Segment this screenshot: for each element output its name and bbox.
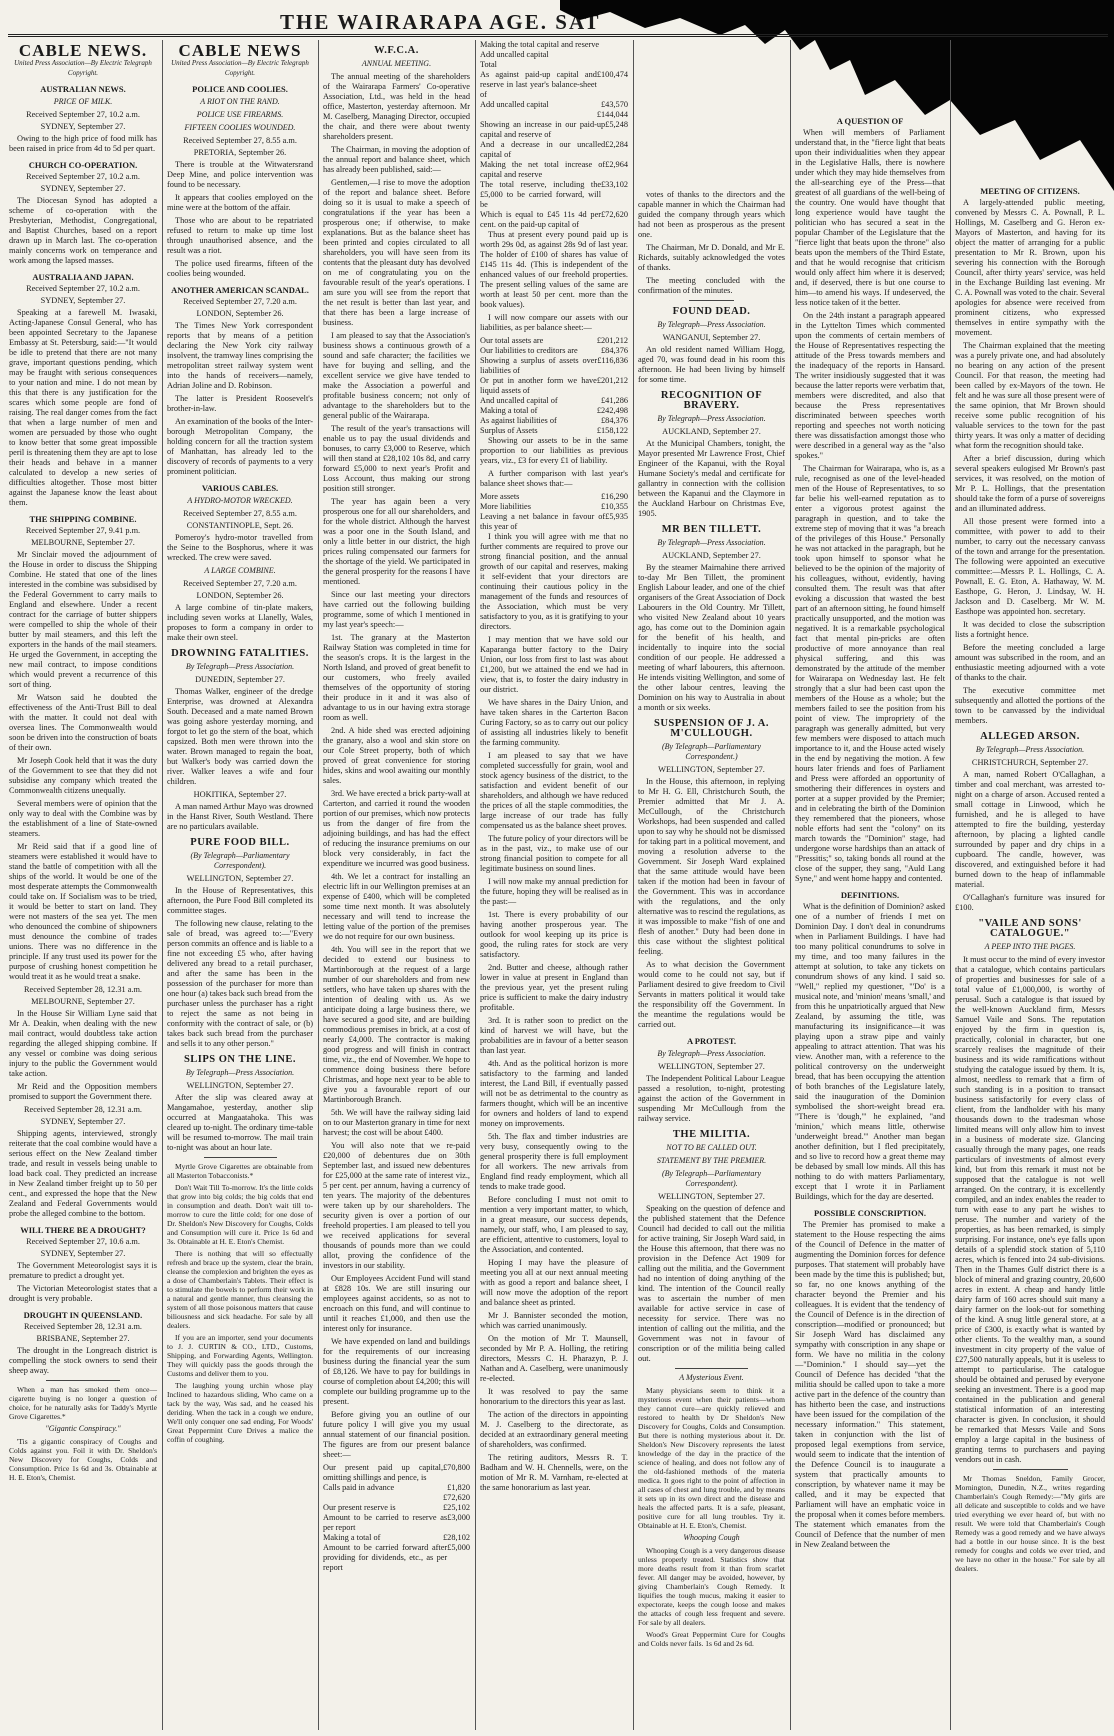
section-header: CABLE NEWS — [178, 41, 302, 60]
dateline: DUNEDIN, September 27. — [195, 675, 285, 684]
article-paragraph: The Chairman for Wairarapa, who is, as a rule, recognised as one of the level-headed men of the House of Representatives, to so far belie his well-earned reputation as to enter a vigorous protest against the paragraph in question, and to take the extreme step of moving that it was "a breach of the privileges of this House." Personally he was not attacked in the paragraph, but he took upon himself to sponsor what he believed to be the opinion of the majority of his colleagues, without, evidently, having consulted them. The result was that after evoking a discussion that wasted the best part of an afternoon sitting, he found himself practically unsupported, and the motion was negatived. It is a remarkable psychological fact that mental pin-pricks are often productive of more annoyance than real physical suffering, and this was demonstrated by the attitude of the member for Wairarapa on Wednesday last. He felt strongly that a slur had been cast upon the members of the House as a whole; but the members failed to see the position from his point of view. The impropriety of the paragraph was generally admitted, but very few members were disposed to attach much importance to it, and the House acted wisely in the end by negativing the motion. A few hours later friends and foes of Parliament and Press were afforded an opportunity of smothering their differences in oysters and porter at a supper provided by the Premier; and in celebrating the birth of the Dominion they remembered that the pioneers, whose noble efforts had sent the "colony" on its march towards the "Dominion" stage, had undergone worse hardships than an attack of "Pressitis;" so, taking bonds all round at the close of the supper, they sang, "Auld Lang Syne," and went home happy and contented. — [795, 464, 945, 883]
dateline: MELBOURNE, September 27. — [31, 538, 135, 547]
article-heading: ALLEGED ARSON. — [980, 731, 1080, 742]
article-paragraph: Our Employees Accident Fund will stand at £828 10s. We are still insuring our employees against accidents, so as not to encroach on this fund, and will continue to until it reaches £1,000, and then use the interest only for insurance. — [323, 1274, 470, 1333]
byline: (By Telegraph—Parliamentary Correspondent). — [661, 1169, 762, 1188]
figure-row: Amount to be carried to reserve as per report £3,000 — [323, 1513, 470, 1532]
article-heading: THE MILITIA. — [672, 1129, 751, 1140]
dateline: AUCKLAND, September 27. — [662, 551, 761, 560]
advertisement: The laughing young urchin whose play Inclined to hazardous sliding, Who came on a tack by the way, Was sad, and he ceased his deriding. When the tack in a cough we endure, We'll only conquer one sad ending, For Woods' Great Peppermint Cure Drives a malice the coffin of coughing. — [167, 1381, 313, 1444]
article-heading: WILL THERE BE A DROUGHT? — [20, 1225, 146, 1235]
article-paragraph: On the 24th instant a paragraph appeared in the Lyttelton Times which commented upon the comments of certain members of the House of Representatives respecting the attitude of the Press towards members and the inadequacy of the reports in Hansard. The writer insidiously suggested that it was because the latter reports were verbatim that, members were discredited, and also that because the Press representatives discriminated between speeches worth reporting and speeches not worth noticing there was dissatisfaction amongst those who were described in a general way as the "also spokes." — [795, 311, 945, 460]
article-paragraph: At the Municipal Chambers, tonight, the Mayor presented Mr Lawrence Frost, Chief Engineer of the Kapanui, with the Royal Humane Society's medal and certificate for gallantry in connection with the collision between the Kapanui and the Claymore in the Auckland Harbour on Christmas Eve, 1905. — [638, 439, 785, 518]
column-1 — [6, 40, 160, 1730]
article-paragraph: I will now compare our assets with our liabilities, as per balance sheet:— — [480, 313, 628, 332]
advertisement: Myrtle Grove Cigarettes are obtainable from all Masterton Tobacconists.* — [167, 1162, 313, 1180]
article-heading: A QUESTION OF — [836, 116, 904, 126]
article-paragraph: There is trouble at the Witwatersrand Deep Mine, and police intervention was found to be necessary. — [167, 160, 313, 189]
masthead-rule — [8, 34, 1108, 37]
article-paragraph: Mr J. Bannister seconded the motion, which was carried unanimously. — [480, 1311, 628, 1330]
article-heading: RECOGNITION OF BRAVERY. — [660, 390, 763, 411]
figure-row: Leaving a net balance in favour of this year of £5,935 — [480, 512, 628, 531]
article-paragraph: The drought in the Longreach district is compelling the stock owners to send their sheep away. — [9, 1346, 157, 1375]
article-paragraph: A man named Arthur Mayo was drowned in the Hanst River, South Westland. There are no particulars available. — [167, 802, 313, 831]
figure-row: Our present reserve is £25,102 — [323, 1503, 470, 1512]
article-paragraph: Since our last meeting your directors have carried out the following building programme, some of which I mentioned in my last year's speech:— — [323, 590, 470, 629]
received-line: Received September 27, 7.20 a.m. — [183, 579, 297, 588]
article-paragraph: I think you will agree with me that no further comments are required to prove our strong financial position, and the annual growth of our capital and reserves, making it self-evident that your directors are continuing their cautious policy in the management of the funds and resources of the Association, which must be very satisfactory to you, as it is gratifying to your directors. — [480, 532, 628, 631]
figure-row: Calls paid in advance £1,820 — [323, 1483, 470, 1492]
article-paragraph: O'Callaghan's furniture was insured for £100. — [955, 893, 1105, 912]
article-subheading: PRICE OF MILK. — [53, 97, 113, 106]
received-line: Received September 27, 10.2 a.m. — [26, 284, 140, 293]
dateline: MELBOURNE, September 27. — [31, 997, 135, 1006]
article-paragraph: The Diocesan Synod has adopted a scheme of co-operation with the Presbyterian, Methodist, Congregational, and Baptist Churches, based on a report drawn up in March last. The co-operation mainly concerns work on temperance and work among the lapsed masses. — [9, 196, 157, 265]
article-paragraph: Those who are about to be repatriated refused to return to make up time lost through unauthorised absence, and the result was a riot. — [167, 216, 313, 255]
article-heading: DROUGHT IN QUEENSLAND. — [23, 1310, 143, 1320]
article-paragraph: The future policy of your directors will be as in the past, viz., to make use of our strong financial position to compete for all legitimate business on sound lines. — [480, 834, 628, 873]
article-paragraph: 4th. You will see in the report that we decided to extend our business to Martinborough at the request of a large number of our shareholders and from new settlers, who have taken up shares with the intention of dealing with us. As we anticipate doing a large business there, we have secured a good site, and are building commodious premises in brick, at a cost of nearly £4,000. The contractor is making good progress and will finish in contract time, viz., the end of November. We hope to commence doing business there before Christmas, and hope next year to be able to give you a favourable report of our Martinborough Branch. — [323, 945, 470, 1104]
article-paragraph: In the House, this afternoon, in replying to Mr H. G. Ell, Christchurch South, the Premier admitted that Mr J. A. McCullough, of the Christchurch Workshops, had been suspended and called upon to say why he should not be dismissed for taking part in a political movement, and moving a resolution adverse to the Government. Sir Joseph Ward explained that the same attitude would have been taken if the motion had been in favour of the Government. This was in accordance with the regulations, and the only alternative was to rescind the regulations, as it was impossible to make "fish of one and flesh of another." Duty had been done in this case without the slightest political feeling. — [638, 777, 785, 956]
figure-row: Or put in another form we have liquid assets of £201,212 — [480, 376, 628, 395]
article-paragraph: The result of the year's transactions will enable us to pay the usual dividends and bonuses, to carry £3,000 to Reserve, which will then stand at £28,102 10s 8d, and carry forward £5,000 to next year's Profit and Loss Account, thus making our strong position still stronger. — [323, 424, 470, 493]
article-paragraph: You will also note that we re-paid £20,000 of debentures due on 30th September last, and issued new debentures for £25,000 at the same rate of interest viz., 5 per cent. per annum, having a currency of ten years. The majority of the debentures were taken up by our shareholders. The security given is over a portion of our freehold properties. I am pleased to tell you we received applications for several thousands of pounds more than we could allot, proving the confidence of the investors in our stability. — [323, 1141, 470, 1270]
dateline: WELLINGTON, September 27. — [658, 1062, 765, 1071]
column-rule — [318, 40, 319, 1730]
article-paragraph: 1st. The granary at the Masterton Railway Station was completed in time for the season's crops. It is the largest in the North Island, and proved of great benefit to our customers, who freely availed themselves of the opportunity of storing their produce in it and it was also of advantage to us in our having extra storage room as well. — [323, 633, 470, 722]
ad-heading: Whooping Cough — [683, 1533, 740, 1542]
article-paragraph: It appears that coolies employed on the mine were at the bottom of the affair. — [167, 193, 313, 212]
article-paragraph: Thomas Walker, engineer of the dredge Enterprise, was drowned at Alexandra South. Deceased and a mate named Brown was going ashore yesterday morning, and forgot to let go the stern of the boat, which capsized. Both men were thrown into the water. Brown managed to regain the boat, but Walker's body was carried down the river. Walker leaves a wife and four children. — [167, 687, 313, 786]
byline: (By Telegraph—Parliamentary Correspondent.) — [661, 742, 762, 761]
article-paragraph: Mr Reid said that if a good line of steamers were established it would have to stand the battle of competition with all the ships of the world. It would be one of the most desperate attempts the Commonwealth could take on. If Socialism was to be tried, it would be better to start on land. They were not masters of the sea yet. The men who denounced the combine of shipowners must denounce the combine of trades unions. There was no difference in the principle. If any trust used its power for the purpose of crushing honest competition he would treat it as he would treat a snake. — [9, 842, 157, 981]
article-paragraph: The annual meeting of the shareholders of the Wairarapa Farmers' Co-operative Association, Ltd., was held in the head office, Masterton, yesterday afternoon. Mr M. Caselberg, Managing Director, occupied the chair, and there were about twenty shareholders present. — [323, 72, 470, 141]
dateline: PRETORIA, September 26. — [193, 148, 287, 157]
article-paragraph: An old resident named William Hogg, aged 70, was found dead in his room this afternoon. He had been living by himself for some time. — [638, 345, 785, 384]
advertisement: When a man has smoked them once—cigarette buying is no longer a question of choice, for he naturally asks for Taddy's Myrtle Grove Cigarettes.* — [9, 1385, 157, 1421]
dateline: WELLINGTON, September 27. — [186, 1081, 294, 1090]
article-paragraph: The Times New York correspondent reports that by means of a petition declaring the New York city railway insolvent, the tramway lines comprising the metropolitan street railway system went into the hands of receivers—namely, Adrian Joline and D. Robinson. — [167, 321, 313, 390]
byline: By Telegraph—Press Association. — [657, 1049, 766, 1058]
advertisement: There is nothing that will so effectually refresh and brace up the system, clear the brain, cleanse the complexion and brighten the eyes as a dose of Chamberlain's Tablets. Their effect is to stimulate the bowels to perform their work in a natural and gentle manner, thus cleansing the system of all those poisonous matters that cause biliousness and sick headache. For sale by all dealers. — [167, 1249, 313, 1330]
article-paragraph: The executive committee met subsequently and allotted the portions of the town to be canvassed by the individual members. — [955, 686, 1105, 725]
article-paragraph: 3rd. We have erected a brick party-wall at Carterton, and carried it round the wooden portion of our premises, which now protects us from the danger of fire from the adjoining buildings, and has had the effect of reducing the insurance premiums on our block very considerably, in fact the expenditure we incurred was good business. — [323, 789, 470, 868]
article-paragraph: A further comparison with last year's balance sheet shows that:— — [480, 469, 628, 488]
figure-row: More liabilities £10,355 — [480, 502, 628, 511]
credit-line: United Press Association—By Electric Telegraph Copyright. — [14, 59, 152, 77]
byline: By Telegraph—Press Association. — [657, 538, 766, 547]
article-paragraph: The Chairman, in moving the adoption of the annual report and balance sheet, which has already been published, said:— — [323, 145, 470, 174]
article-heading: W.F.C.A. — [374, 45, 419, 56]
article-paragraph: 4th. And as the political horizon is more satisfactory to the farming and landed interest, the Land Bill, if eventually passed will not be as detrimental to the country as farmers thought, which will be an incentive for owners and holders of land to expend money on improvements. — [480, 1059, 628, 1128]
article-subheading: A LARGE COMBINE. — [204, 566, 276, 575]
article-heading: ANOTHER AMERICAN SCANDAL. — [171, 285, 309, 295]
advertisement: Wood's Great Peppermint Cure for Coughs and Colds never fails. 1s 6d and 2s 6d. — [638, 1630, 785, 1648]
figure-row: And a decrease in our uncalled capital of £2,284 — [480, 140, 628, 159]
article-heading: AUSTRALIAN NEWS. — [40, 84, 126, 94]
dateline: CHRISTCHURCH, September 27. — [971, 758, 1089, 767]
article-paragraph: Speaking at a farewell M. Iwasaki, Acting-Japanese Consul General, who has been appointed Secretary to the Japanese Embassy at St. Petersburg, said:—"It would be idle to pretend that there are not many grave, important questions pending, which may be fraught with serious consequences to your nation and mine. I do not mean by this that there is any justification for the scares which some people are fond of raising. The real danger comes from the fact that when a large number of men and women are persuaded by those who ought to know better that some great impossible peril is threatening them they are apt to lose their heads and behave in a manner calculated to develop a new series of difficulties altogether. Those most bitter against the Japanese know the least about them. — [9, 308, 157, 507]
article-paragraph: In the House Sir William Lyne said that Mr A. Deakin, when dealing with the new mail contract, would doubtless take action regarding the alleged shipping combine. If any vessel or combine was doing serious injury to the public the Government would take action. — [9, 1009, 157, 1078]
figure-row: Making the total capital and reserve — [480, 40, 600, 49]
received-line: Received September 27, 9.41 p.m. — [25, 526, 141, 535]
article-paragraph: Hoping I may have the pleasure of meeting you all at our next annual meeting with as good a report and balance sheet, I will now move the adoption of the report and balance sheet as printed. — [480, 1258, 628, 1307]
article-paragraph: 2nd. A hide shed was erected adjoining the granary, also a wool and skin store on our Cole Street property, both of which proved of great convenience for storing hides, skins and wool awaiting our monthly sales. — [323, 726, 470, 785]
article-paragraph: The action of the directors in appointing M. J. Caselberg to the directorate, as decided at an extraordinary general meeting of shareholders, was confirmed. — [480, 1410, 628, 1449]
article-heading: DEFINITIONS. — [840, 890, 900, 900]
figure-row: Making the net total increase of capital and reserve £2,964 — [480, 160, 628, 179]
divider — [689, 300, 733, 301]
article-paragraph: I am pleased to say that we have completed successfully for grain, wool and stock agency business of the district, to the satisfaction and evident benefit of our shareholders, and although we have reduced the prices of all the staple commodities, the large increase of our trade has fully compensated us as the balance sheet proves. — [480, 751, 628, 830]
byline: By Telegraph—Press Association. — [975, 745, 1085, 754]
dateline: HOKITIKA, September 27. — [193, 790, 287, 799]
article-paragraph: The police used firearms, fifteen of the coolies being wounded. — [167, 259, 313, 278]
received-line: Received September 27, 10.2 a.m. — [26, 172, 140, 181]
column-3 — [320, 40, 473, 1730]
article-heading: AUSTRALIA AND JAPAN. — [32, 272, 134, 282]
article-heading: SLIPS ON THE LINE. — [183, 1054, 297, 1065]
article-heading: FOUND DEAD. — [672, 306, 751, 317]
article-paragraph: 3rd. It is rather soon to predict on the kind of harvest we will have, but the probabilities are in favour of a better season than last year. — [480, 1016, 628, 1055]
article-paragraph: A largely-attended public meeting, convened by Messrs C. A. Pownall, P. L. Hollings, M. Caselberg and G. Heron ex-Mayors of Masterton, and having for its object the matter of arranging for a public presentation to Mr R. Brown, upon his severing his connection with the Borough Council, after thirty years' service, was held in the Exchange Building last evening. Mr C. A. Pownall was voted to the chair. Several apologies for absence were received from prominent citizens, who expressed themselves in entire sympathy with the movement. — [955, 198, 1106, 337]
column-rule — [633, 40, 634, 1730]
figure-row: Showing a surplus of assets over liabilities of £116,836 — [480, 356, 628, 375]
advertisement: Whooping Cough is a very dangerous disease unless properly treated. Statistics show that more deaths result from it than from scarlet fever. All danger may be avoided, however, by giving Chamberlain's Cough Remedy. It liquifies the tough mucus, making it easier to expectorate, keeps the cough loose and makes the attacks of cough less frequent and severe. For sale by all dealers. — [638, 1546, 785, 1627]
received-line: Received September 28, 12.31 a.m. — [24, 985, 142, 994]
article-paragraph: Showing our assets to be in the same proportion to our liabilities as previous years, viz., £3 for every £1 of liability. — [480, 436, 628, 465]
figure-row: The total reserve, including the £5,000 to be carried forward, will be £33,102 — [480, 180, 628, 209]
article-heading: THE SHIPPING COMBINE. — [29, 514, 137, 524]
article-paragraph: The Victorian Meteorologist states that a drought is very probable. — [9, 1284, 157, 1303]
article-paragraph: Mr Reid and the Opposition members promised to support the Government there. — [9, 1082, 157, 1101]
figure-row: £72,620 — [443, 1493, 470, 1502]
advertisement: 'Tis a gigantic conspiracy of Coughs and Colds against you. Foil it with Dr. Sheldon's New Discovery for Coughs, Colds and Consumption. Price 1s 6d and 3s. Obtainable at H. E. Eton's, Chemist. — [9, 1437, 157, 1482]
article-paragraph: It was decided to close the subscription lists a fortnight hence. — [955, 620, 1105, 639]
received-line: Received September 28, 12.31 a.m. — [24, 1105, 142, 1114]
advertisement: If you are an importer, send your documents to J. J. CURTIN & CO., LTD., Customs, Shipping, and Forwarding Agents, Wellington. They will quickly pass the goods through the Customs and deliver them to you. — [167, 1333, 313, 1378]
divider — [46, 1380, 120, 1381]
column-2 — [164, 40, 316, 1730]
dateline: WELLINGTON, September 27. — [658, 1192, 765, 1201]
figure-row: As against paid-up capital and reserve in last year's balance-sheet of £100,474 — [480, 70, 628, 99]
dateline: WANGANUI, September 27. — [662, 333, 761, 342]
article-paragraph: Gentlemen,—I rise to move the adoption of the report and balance sheet. Before doing so it is usual to make a speech of congratulations if the year has been a prosperous one; if otherwise, to make explanations. But as the balance sheet has been printed and copies circulated to all shareholders, you will have seen from its contents that the pleasant duty has devolved on me of congratulating you on the favourable result of the year's operations. I am sure you will see from the report that the net result is better than last year, and that there has been a large increase of business. — [323, 178, 470, 327]
article-subheading: FIFTEEN COOLIES WOUNDED. — [184, 123, 296, 132]
byline: By Telegraph—Press Association. — [185, 662, 295, 671]
article-paragraph: 5th. The flax and timber industries are very busy, consequently owing to the general prosperity there is full employment for all workers. The new arrivals from England find ready employment, which all tends to make trade good. — [480, 1132, 628, 1191]
article-paragraph: After the slip was cleared away at Mangamahoe, yesterday, another slip occurred at Mangaatahoka. This was cleared up to-night. The ordinary time-table will be resumed to-morrow. The mail train to-night was about an hour late. — [167, 1093, 313, 1152]
article-paragraph: Several members were of opinion that the only way to deal with the Combine was by the establishment of a line of State-owned steamers. — [9, 799, 157, 838]
article-paragraph: Before giving you an outline of our future policy I will give you my usual annual statement of our financial position. The figures are from our present balance sheet:— — [323, 1410, 470, 1459]
article-paragraph: Mr Sinclair moved the adjournment of the House in order to discuss the Shipping Combine. He stated that one of the lines interested in the combine was subsidised by the Federal Government to carry mails to England and elsewhere. Under a recent contract for the carriage of butter shippers were compelled to ship the whole of their butter by mail steamers, and this left the exporters in the hands of the mail steamers. He urged the Government, in accepting the new mail contract, to impose conditions which would prevent a recurrence of this sort of thing. — [9, 550, 157, 689]
dateline: CONSTANTINOPLE, Sept. 26. — [186, 521, 294, 530]
article-paragraph: In the House of Representatives, this afternoon, the Pure Food Bill completed its committee stages. — [167, 886, 313, 915]
article-paragraph: We have expended on land and buildings for the requirements of our increasing business during the financial year the sum of £8,126. We have to pay for buildings in course of completion about £4,200; this will complete our building programme up to the present. — [323, 1337, 470, 1406]
ad-heading: "Gigantic Conspiracy." — [45, 1424, 121, 1433]
dateline: LONDON, September 26. — [196, 309, 284, 318]
section-header: CABLE NEWS. — [18, 41, 148, 60]
column-4 — [477, 40, 631, 1730]
article-paragraph: Thus at present every pound paid up is worth 29s 0d, as against 28s 9d of last year. The holder of £100 of shares has value of £145 11s 4d. (This is independent of the enhanced values of our freehold properties. The present selling values of the same are worth at least 50 per cent. more than the book values). — [480, 230, 628, 309]
figure-row: £144,044 — [596, 110, 628, 119]
byline: By Telegraph—Press Association. — [185, 1068, 295, 1077]
article-paragraph: The Chairman explained that the meeting was a purely private one, and had absolutely no bearing on any action of the present Council. For that reason, the meeting had been called by ex-Mayors of the town. He felt and he was sure all those present were of the same opinion, that Mr Brown should receive some public recognition of his valuable services to the town for the past thirty years. It was only a matter of deciding what form the recognition should take. — [955, 341, 1105, 450]
article-subheading: ANNUAL MEETING. — [361, 59, 432, 68]
dateline: SYDNEY, September 27. — [40, 296, 126, 305]
advertisement: Many physicians seem to think it a mysterious event when their patients—whom they cannot cure—are quickly relieved and restored to health by Dr Sheldon's New Discovery for Coughs, Colds and Consumption. But there is nothing mysterious about it. Dr. Sheldon's New Discovery represents the latest knowledge of the day in the practice of the science of healing, and does not follow any of the old-fashioned methods of the materia medica. It goes right to the point of affection in all cases of chest and lung trouble, and by means it sets up in its own direct and the disease and heals the affected parts. It is a safe, pleasant, positive cure for all lung troubles. Try it. Obtainable at H. E. Eton's, Chemist. — [638, 1386, 785, 1530]
article-paragraph: I may mention that we have sold our Kaparanga butter factory to the Dairy Union, our loss from first to last was about £1,200, but we attained the end we had in view, that is, to foster the dairy industry in our district. — [480, 635, 628, 694]
article-paragraph: 1st. There is every probability of our having another prosperous year. The outlook for wool keeping up its price is good, the ruling rates for stock are very satisfactory. — [480, 910, 628, 959]
column-5 — [635, 40, 788, 1730]
dateline: LONDON, September 26. — [196, 591, 284, 600]
figure-row: Making a total of £242,498 — [480, 406, 628, 415]
figure-row: Our present paid up capital, omitting shillings and pence, is £70,800 — [323, 1463, 470, 1482]
dateline: SYDNEY, September 27. — [40, 122, 126, 131]
article-subheading: POLICE USE FIREARMS. — [196, 110, 284, 119]
article-subheading: NOT TO BE CALLED OUT. — [666, 1143, 757, 1152]
article-heading: PURE FOOD BILL. — [190, 837, 290, 848]
received-line: Received September 27, 7.20 a.m. — [183, 297, 297, 306]
dateline: WELLINGTON, September 27. — [658, 765, 765, 774]
article-paragraph: A man, named Robert O'Callaghan, a timber and coal merchant, was arrested to-night on a charge of arson. Accused rented a small cottage in Linwood, which he furnished, and he is alleged to have attempted to fire the building, yesterday afternoon, by placing a lighted candle surrounded by paper and dry chips in a cupboard. The candle, however, was discovered, and extinguished before it had burned down to the heap of inflammable material. — [955, 770, 1105, 889]
article-paragraph: Owing to the high price of food milk has been raised in price from 4d to 5d per quart. — [9, 134, 157, 153]
dateline: SYDNEY, September 27. — [40, 1117, 126, 1126]
article-paragraph: The retiring auditors, Messrs R. T. Badham and W. H. Chennells, were, on the motion of Mr R. M. Varnham, re-elected at the same honorarium as last year. — [480, 1453, 628, 1492]
article-paragraph: Shipping agents, interviewed, strongly reiterate that the coal combine would have a serious effect on the New Zealand timber trade, and result in vessels being unable to load back coal. They predicted an increase in New Zealand timber freight up to 50 per cent., and expressed the hope that the New Zealand and Federal Governments would probe the alleged combine to the bottom. — [9, 1129, 157, 1218]
dateline: WELLINGTON, September 27. — [186, 874, 294, 883]
article-paragraph: Pomeroy's hydro-motor travelled from the Seine to the Bosphorus, where it was wrecked. The crew were saved. — [167, 533, 313, 562]
article-heading: MR BEN TILLETT. — [661, 524, 762, 535]
dateline: BRISBANE, September 27. — [36, 1334, 130, 1343]
ad-heading: A Mysterious Event. — [679, 1373, 744, 1382]
article-paragraph: The Government Meteorologist says it is premature to predict a drought yet. — [9, 1261, 157, 1280]
article-heading: "VAILE AND SONS' CATALOGUE." — [978, 918, 1082, 939]
dateline: AUCKLAND, September 27. — [662, 427, 761, 436]
article-paragraph: The Chairman, Mr D. Donald, and Mr E. Richards, suitably acknowledged the votes of thanks. — [638, 243, 785, 272]
article-paragraph: 2nd. Butter and cheese, although rather lower in value at present in England than the previous year, yet the present ruling price is sufficient to make the dairy industry profitable. — [480, 963, 628, 1012]
figure-row: Which is equal to £45 11s 4d per cent. on the paid-up capital of £72,620 — [480, 210, 628, 229]
received-line: Received September 28, 12.31 a.m. — [24, 1322, 142, 1331]
divider — [675, 1368, 749, 1369]
article-paragraph: All those present were formed into a committee, with power to add to their number, to carry out the necessary canvass of the town and arrange for the presentation. The following were appointed an executive committee:—Messrs P. L. Hollings, C. A. Pownall, E. G. Eton, A. Hathaway, W. M. Easthope, G. Heron, J. Lindsay, W. H. Jackson and D. Caselberg. Mr W. M. Easthope was appointed hon. secretary. — [955, 517, 1105, 616]
article-heading: A PROTEST. — [687, 1036, 736, 1046]
article-subheading: A HYDRO-MOTOR WRECKED. — [187, 496, 293, 505]
column-rule — [950, 40, 951, 1730]
dateline: SYDNEY, September 27. — [40, 184, 126, 193]
article-paragraph: A large combine of tin-plate makers, including seven works at Llanelly, Wales, proposes to form a company in order to make their own steel. — [167, 603, 313, 642]
article-paragraph: As to what decision the Government would come to he could not say, but if Parliament desired to give freedom to Civil Servants in matters political it would take the responsibility off the Government. In the meantime the regulations would be carried out. — [638, 960, 785, 1029]
figure-row: As against liabilities of £84,376 — [480, 416, 628, 425]
figure-row: Amount to be carried forward after providing for dividends, etc., as per report £5,000 — [323, 1543, 470, 1572]
article-paragraph: I will now make my annual prediction for the future, hoping they will be realised as in the past:— — [480, 877, 628, 906]
masthead-title: THE WAIRARAPA AGE. SAT — [280, 10, 601, 34]
article-paragraph: Mr Joseph Cook held that it was the duty of the Government to see that they did not subsidise any company which treated the Commonwealth citizens unequally. — [9, 756, 157, 795]
article-heading: POSSIBLE CONSCRIPTION. — [814, 1208, 926, 1218]
figure-row: Total — [480, 60, 497, 69]
figure-row: More assets £16,290 — [480, 492, 628, 501]
article-paragraph: Mr Watson said he doubted the effectiveness of the Anti-Trust Bill to deal with the matter. It could not deal with oversea lines. The Commonwealth would soon be driven into the construction of boats of their own. — [9, 693, 157, 752]
figure-row: Our total assets are £201,212 — [480, 336, 628, 345]
dateline: SYDNEY, September 27. — [40, 1249, 126, 1258]
article-subheading: STATEMENT BY THE PREMIER. — [656, 1156, 767, 1165]
figure-row: Add uncalled capital £43,570 — [480, 100, 628, 109]
figure-row: Add uncalled capital — [480, 50, 549, 59]
article-paragraph: The latter is President Roosevelt's brother-in-law. — [167, 394, 313, 413]
article-paragraph: I am pleased to say that the Association's business shows a continuous growth of a sound and safe character; the facilities we have for buying and selling, and the excellent service we give have tended to make the Association a powerful and profitable business concern; not only of advantage to the shareholders but to the general public of the Wairarapa. — [323, 331, 470, 420]
article-heading: DROWNING FATALITIES. — [171, 648, 309, 659]
article-subheading: A RIOT ON THE RAND. — [200, 97, 280, 106]
column-rule — [790, 40, 791, 1730]
column-7 — [952, 40, 1108, 1730]
article-paragraph: On the motion of Mr T. Maunsell, seconded by Mr P. A. Holling, the retiring directors, Messrs C. H. Pharazyn, P. J. Nathan and A. Caselberg, were unanimously re-elected. — [480, 1334, 629, 1383]
column-rule — [475, 40, 476, 1730]
column-rule — [162, 40, 163, 1730]
received-line: Received September 27, 10.2 a.m. — [26, 110, 140, 119]
article-heading: CHURCH CO-OPERATION. — [28, 160, 138, 170]
received-line: Received September 27, 8.55 a.m. — [183, 136, 297, 145]
column-6 — [792, 40, 948, 1730]
article-paragraph: votes of thanks to the directors and the capable manner in which the Chairman had guided the company through years which had not been as prosperous as the present one. — [638, 190, 785, 239]
article-paragraph: By the steamer Mairnahine there arrived to-day Mr Ben Tillett, the prominent English Labour leader, and one of the chief organisers of the Great Association of Dock Labourers in the Old Country. Mr Tillett, who visited New Zealand about 10 years ago, has come out to the Dominion again for the benefit of his health, and incidentally to inquire into the social condition of our people. He addressed a meeting of wharf labourers, this afternoon. He intends visiting Wellington, and some of the other labour centres, leaving the Dominion on his way to Australia in about a month or six weeks. — [638, 563, 785, 712]
figure-row: Showing an increase in our paid-up capital and reserve of £5,248 — [480, 120, 628, 139]
article-paragraph: The year has again been a very prosperous one for all our shareholders, and for the whole district. Although the harvest was a poor one in the South Island, and only a little better in our district, the high prices ruling compensated our farmers for the shortage of the yield. We participated in the general prosperity for the reasons I have mentioned. — [323, 497, 470, 586]
article-paragraph: The following new clause, relating to the sale of bread, was agreed to:—"Every person commits an offence and is liable to a fine not exceeding £5 who, after having delivered any bread to a retail purchaser, and after the same has been in the possession of the purchaser for more than one hour (a) takes back such bread from the purchaser unless the purchaser has a right to reject the same as not being in conformity with the contract of sale, or (b) takes back such bread from the purchaser and sells it to any other person." — [167, 919, 313, 1048]
article-paragraph: We have shares in the Dairy Union, and have taken shares in the Carterton Bacon Curing Factory, so as to carry out our policy of assisting all industries likely to benefit the farming community. — [480, 698, 628, 747]
article-paragraph: What is the definition of Dominion? asked one of a number of friends I met on Dominion Day. I don't deal in conundrums when in Parliament Buildings. I have had too many political conundrums to solve in my time, and too many failures in the attempt at solution, to take any tickets on conundrum shows of any kind. I said so. "Well," replied my questioner, "'Do' is a musical note, and 'minion' means 'small,' and from this he unpatriotically argued that New Zealand, by assuming the title, was manufacturing its insignificance—it was playing upon a straw pipe and vainly appealing to attract attention. That was his view. Another man, with a reference to the political controversy on the underweight bread, that has been occupying the attention of both branches of the Legislature lately, said the inauguration of the Dominion symbolised the short-weight bread era. "There is 'dough,'" he explained, "and 'minion,' which means little, otherwise 'underweight bread.'" Another man began another definition, but I fled precipitately, and so live to record how a great theme may be debased by small low minds. All this has nothing to do with matters Parliamentary, except that I wrote it in Parliament Buildings, which for the day are deserted. — [795, 902, 945, 1201]
received-line: Received September 27, 8.55 a.m. — [183, 509, 297, 518]
article-paragraph: Before concluding I must not omit to mention a very important matter, to which, in a great measure, our success depends, namely, our staff, who, I am pleased to say, are efficient, attentive to customers, loyal to the Association, and contented. — [480, 1195, 628, 1254]
article-paragraph: 5th. We will have the railway siding laid on to our Masterton granary in time for next harvest; the cost will be about £400. — [323, 1108, 470, 1137]
article-subheading: A PEEP INTO THE PAGES. — [984, 942, 1076, 951]
divider — [204, 1157, 277, 1158]
article-paragraph: 4th. We let a contract for installing an electric lift in our Wellington premises at an expense of £400, which will be completed some time next month. It was absolutely necessary and will tend to increase the letting value of the portion of the premises we do not require for our own business. — [323, 872, 470, 941]
figure-row: Making a total of £28,102 — [323, 1533, 470, 1542]
article-paragraph: An examination of the books of the Inter-borough Metropolitan Company, the holding concern for all the traction system of Manhattan, has already led to the discovery of records of payments to a very prominent politician. — [167, 417, 313, 476]
advertisement: Don't Wait Till To-morrow. It's the little colds that grow into big colds; the big colds that end in consumption and death. Don't wait till to-morrow to cure the little cold; for one dose of Dr. Sheldon's New Discovery for Coughs, Colds and Consumption will cure it. Price 1s 6d and 3s. Obtainable at H. E. Eton's Chemist. — [167, 1183, 313, 1246]
article-paragraph: Speaking on the question of defence and the published statement that the Defence Council had decided to call out the militia for active training, Sir Joseph Ward said, in the House this afternoon, that there was no provision in the Defence Act 1909 for calling out the militia, and the Government had no intention of doing anything of the kind. The intention of the Council really was to ascertain the number of men available for active service in case of necessity for service. There was no intention of calling out the militia, and the Government was not in favour of conscription or of the militia being called out. — [638, 1204, 785, 1363]
article-paragraph: The Premier has promised to make a statement to the House respecting the aims of the Council of Defence in the matter of augmenting the Dominion forces for defence purposes. That statement will probably have been made by the time this is published; but, so far, no one knows anything of the character beyond the Premier and his colleagues. It is evident that the tendency of the Council of Defence is in the direction of conscription—modified or pronounced; but Sir Joseph Ward has disclaimed any sympathy with conscription in any shape or form. We have no militia in the colony—"Dominion." I should say—yet the Council of Defence has decided "that the militia should be called upon to take a more active part in the defence of the country than has hitherto been the case, and instructions have been issued for the compilation of the necessary information." This statement, taken in conjunction with the list of proposed legal exemptions from service, would seem to indicate that the intention of the Defence Council is to inaugurate a system that practically amounts to conscription, by whatever name it may be called, and it may be expected that Parliament will have an emphatic voice in the proposal when it comes before members. The statement which emanates from the Council of Defence that the number of men in New Zealand between the — [795, 1220, 945, 1549]
advertisement: Mr Thomas Sneldon, Family Grocer, Mornington, Dunedin, N.Z., writes regarding Chamberlain's Cough Remedy:—"My girls are all delicate and susceptible to colds and we have tried everything we ever heard of, but with no result. We were told that Chamberlain's Cough Remedy was a good remedy and we have always had a bottle in our house since. It is the best remedy for coughs and colds we ever tried, and we have no other in the house." For sale by all dealers. — [955, 1474, 1105, 1573]
article-heading: POLICE AND COOLIES. — [192, 84, 288, 94]
credit-line: United Press Association—By Electric Telegraph Copyright. — [171, 59, 309, 77]
article-heading: VARIOUS CABLES. — [201, 483, 279, 493]
figure-row: And uncalled capital of £41,286 — [480, 396, 628, 405]
article-paragraph: It was resolved to pay the same honorarium to the directors this year as last. — [480, 1387, 628, 1406]
received-line: Received September 27, 10.6 a.m. — [26, 1237, 140, 1246]
byline: By Telegraph—Press Association. — [657, 320, 766, 329]
article-paragraph: Before the meeting concluded a large amount was subscribed in the room, and an enthusiastic meeting adjourned with a vote of thanks to the chair. — [955, 643, 1105, 682]
article-paragraph: The Independent Political Labour League passed a resolution, to-night, protesting against the action of the Government in suspending Mr McCullough from the railway service. — [638, 1074, 785, 1123]
article-heading: MEETING OF CITIZENS. — [980, 186, 1080, 196]
byline: (By Telegraph—Parliamentary Correspondent). — [190, 851, 290, 870]
article-paragraph: When will members of Parliament understand that, in the "fierce light that beats upon their individualities when they appear in the Legislative Halls, there is nowhere under which they may hide themselves from the all-searching eye of the Press—that greatest of all guardians of the well-being of the country. One would have thought that long experience would have taught the politician who has secured a seat in the popular Chamber of the Legislature that the "fierce light that beats upon the throne" also beats upon the members of the Third Estate, and that he would recognise that criticism would only affect him where it is deserved; and, if deserved, there is but one course to him—to amend his ways. If undeserved, the less notice taken of it the better. — [795, 128, 945, 307]
byline: By Telegraph—Press Association. — [657, 414, 766, 423]
figure-row: Our liabilities to creditors are £84,376 — [480, 346, 628, 355]
figure-row: Surplus of Assets £158,122 — [480, 426, 628, 435]
divider — [993, 1469, 1068, 1470]
article-paragraph: It must occur to the mind of every investor that a catalogue, which contains particulars of properties and businesses for sale of a total value of £1,000,000, is worthy of perusal. Such a catalogue is that issued by the well-known Auckland firm, Messrs Samuel Vaile and Sons. The reputation enjoyed by the firm in question is, practically, colonial in character, but one scarcely realises the magnitude of their business and its wide ramifications without studying the catalogue issued by them. It is, almost, needless to remark that a firm of such standing is in a position to transact business satisfactorily for every class of client, from the landholder with his many thousands down to the tradesman whose limited means will only allow him to invest in a business of moderate size. Glancing casually through the many pages, one reads particulars of investments of almost every kind, but from this remark it must not be supposed that the catalogue is not well arranged. On the contrary, it is excellently compiled, and an index enables the reader to turn with ease to any part he wishes to peruse. The number and variety of the properties, as has been remarked, is simply surprising. For instance, one's eye falls upon details of a splendid stock station of 5,110 acres, which is fenced into 24 sub-divisions. Then in the Thames Gulf district there is a block of mineral and grazing country, 20,600 acres in extent. A cheap and handy little dairy farm of 160 acres should suit many a dairy farmer on the look-out for something of the kind. A snug little general store, at a price of £300, is exactly what is wanted by other clients. To the wealthy man, a sound investment in city property of the value of £27,500 naturally appeals, but it is useless to attempt to particularise. The catalogue should be obtained and perused by everyone seeking an investment. There is a good map contained in the publication and general statistical information of an interesting character is given. In conclusion, it should be remarked that Messrs Vaile and Sons employ a large capital in the business of granting terms to purchasers and paying vendors out in cash. — [955, 955, 1105, 1464]
article-heading: SUSPENSION OF J. A. M'CULLOUGH. — [653, 718, 769, 739]
article-paragraph: The meeting concluded with the confirmation of the minutes. — [638, 276, 785, 295]
article-paragraph: After a brief discussion, during which several speakers eulogised Mr Brown's past services, it was resolved, on the motion of Mr P. L. Hollings, that the presentation should take the form of a purse of sovereigns and an illuminated address. — [955, 454, 1105, 513]
